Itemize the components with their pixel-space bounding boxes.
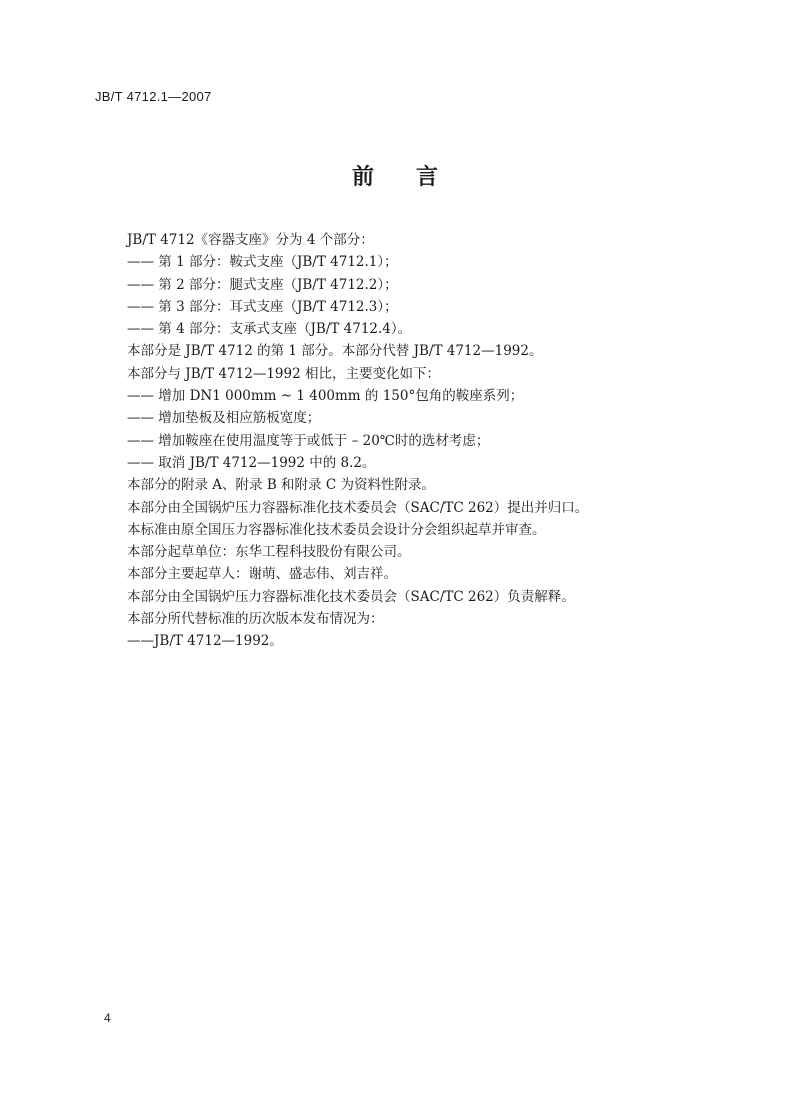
list-item: —— 增加鞍座在使用温度等于或低于 – 20℃时的选材考虑；	[127, 432, 490, 449]
page-number: 4	[104, 1011, 111, 1025]
list-item: —— 第 3 部分：耳式支座（JB/T 4712.3）；	[127, 298, 398, 315]
paragraph-line: 本部分是 JB/T 4712 的第 1 部分。本部分代替 JB/T 4712—1992。	[127, 343, 543, 360]
title-char-1: 前	[351, 165, 376, 190]
list-item: —— 增加垫板及相应筋板宽度；	[127, 410, 321, 427]
list-item: —— 取消 JB/T 4712—1992 中的 8.2。	[127, 454, 376, 471]
document-code: JB/T 4712.1—2007	[95, 89, 212, 104]
paragraph-line: 本标准由原全国压力容器标准化技术委员会设计分会组织起草并审查。	[127, 521, 546, 538]
paragraph-line: 本部分主要起草人：谢萌、盛志伟、刘吉祥。	[127, 566, 397, 583]
paragraph-line: 本部分所代替标准的历次版本发布情况为：	[127, 611, 384, 628]
list-item: —— 第 4 部分：支承式支座（JB/T 4712.4）。	[127, 321, 412, 338]
foreword-body	[127, 229, 727, 653]
paragraph-line: JB/T 4712《容器支座》分为 4 个部分：	[127, 232, 374, 248]
list-item: —— 第 1 部分：鞍式支座（JB/T 4712.1）；	[127, 254, 398, 271]
title-char-2: 言	[416, 165, 441, 190]
paragraph-line: 本部分由全国锅炉压力容器标准化技术委员会（SAC/TC 262）提出并归口。	[127, 499, 589, 516]
list-item: —— 第 2 部分：腿式支座（JB/T 4712.2）；	[127, 276, 398, 293]
paragraph-line: 本部分的附录 A、附录 B 和附录 C 为资料性附录。	[127, 477, 435, 494]
paragraph-line: 本部分与 JB/T 4712—1992 相比，主要变化如下：	[127, 365, 440, 382]
paragraph-line: 本部分起草单位：东华工程科技股份有限公司。	[127, 544, 411, 561]
paragraph-line: 本部分由全国锅炉压力容器标准化技术委员会（SAC/TC 262）负责解释。	[127, 588, 575, 605]
list-item: ——JB/T 4712—1992。	[127, 633, 283, 650]
list-item: —— 增加 DN1 000mm ~ 1 400mm 的 150°包角的鞍座系列；	[127, 388, 524, 405]
page-title	[0, 160, 792, 191]
